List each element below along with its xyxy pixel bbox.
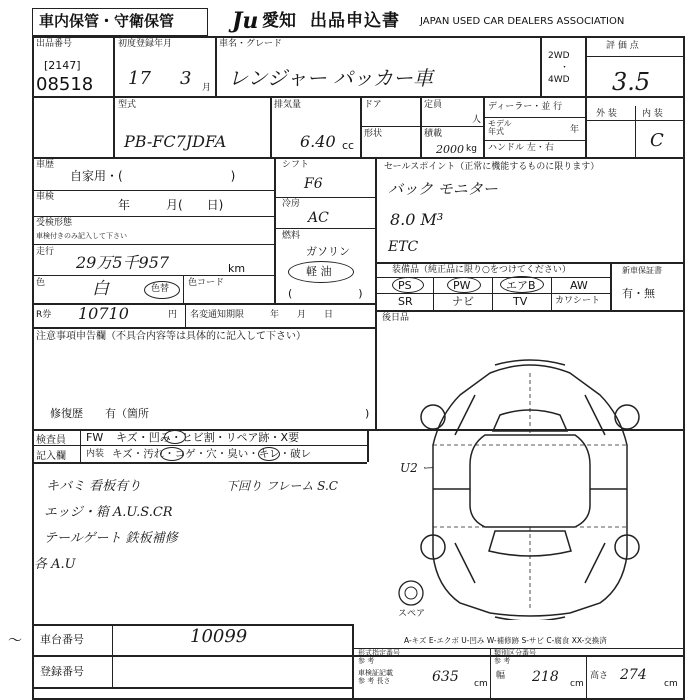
defect-dent-circle	[164, 430, 186, 444]
storage-box	[32, 8, 208, 36]
load-label: 積載	[424, 129, 443, 139]
inspection-label: 車検	[36, 192, 55, 202]
note1: キバミ 看板有り	[46, 479, 142, 494]
rating-label: 評 価 点	[606, 41, 639, 51]
equip-airbag: エアB	[506, 279, 536, 292]
ac-value: AC	[308, 210, 329, 226]
notice-value: 年 月 日	[270, 310, 334, 320]
drive-2wd: 2WD	[548, 51, 570, 61]
drive-4wd: 4WD	[548, 75, 570, 85]
reg-number-label: 登録番号	[40, 665, 84, 678]
rating-value: 3.5	[612, 68, 651, 96]
repair-label: 修復歴 有（箇所	[50, 407, 149, 420]
shape-label: 形状	[364, 129, 383, 139]
width-unit: cm	[570, 679, 584, 689]
fuel-gas: ガソリン	[306, 245, 350, 258]
color-value: 白	[92, 279, 109, 299]
backseat-label: 後日品	[382, 313, 410, 323]
fuel-diesel: 軽 油	[306, 265, 332, 278]
modified-label: 受検形態	[36, 218, 73, 228]
spare-tire-icon	[396, 578, 426, 608]
assoc-name: JAPAN USED CAR DEALERS ASSOCIATION	[420, 16, 625, 27]
length-label: 車検証記載 参 考 長さ	[358, 669, 393, 685]
door-label: ドア	[364, 100, 382, 110]
equip-pw: PW	[453, 279, 471, 292]
capacity-unit: 人	[472, 115, 482, 125]
defect-dirt-circle	[160, 447, 184, 461]
storage-label: 車内保管・守衛保管	[39, 12, 175, 30]
height-label: 高さ	[590, 671, 609, 681]
fuel-label: 燃料	[282, 231, 301, 241]
width-label: 幅	[496, 671, 506, 681]
mileage-value: 29万5千957	[76, 253, 170, 272]
year-unit: 年	[570, 125, 580, 135]
inspector-interior-label: 内装	[86, 449, 105, 459]
logo-mark: Ju	[232, 8, 259, 34]
exterior-label: 外 装	[596, 109, 617, 119]
steering-label: ハンドル 左・右	[488, 143, 554, 153]
model-value: PB-FC7JDFA	[124, 132, 227, 151]
first-reg-label: 初度登録年月	[118, 39, 173, 49]
chassis-value: 10099	[190, 626, 248, 647]
spare-label: スペア	[398, 609, 426, 619]
model-label: 型式	[118, 100, 137, 110]
length-value: 635	[432, 669, 459, 685]
notes-label: 注意事項申告欄（不具合内容等は具体的に記入して下さい）	[36, 331, 306, 342]
dealer-label: ディーラー・並 行	[488, 102, 563, 112]
reg-year: 17	[128, 68, 151, 89]
color-option: 色替	[151, 284, 170, 294]
note4: テールゲート 鉄板補修	[44, 531, 178, 546]
legend: A-キズ E-エクボ U-凹み W-補修跡 S-サビ C-腐食 XX-交換済	[404, 636, 607, 645]
capacity-label: 定員	[424, 100, 443, 110]
fuel-bracket: ( )	[288, 287, 363, 300]
ac-label: 冷房	[282, 199, 301, 209]
month-unit: 月	[202, 83, 212, 93]
defects-row1: キズ・凹み・ヒビ割・リペア跡・X要	[116, 431, 300, 444]
color-code-label: 色コード	[188, 278, 225, 288]
shift-label: シフト	[282, 160, 310, 170]
history-value: 自家用・( )	[70, 169, 236, 183]
color-label: 色	[36, 278, 46, 288]
equipment-label: 装備品（純正品に限り○をつけてください）	[392, 265, 571, 275]
org-name: 愛知	[262, 11, 296, 31]
defects-row2: キズ・汚れ・コゲ・穴・臭い・キレ・破レ	[112, 448, 312, 460]
inspector-fw: FW	[86, 431, 104, 444]
disp-value: 6.40	[300, 132, 336, 151]
recycle-label: R券	[36, 310, 52, 320]
new-warranty-label: 新車保証書	[622, 266, 662, 275]
sales-line1: バック モニター	[388, 180, 498, 198]
history-label: 車歴	[36, 160, 55, 170]
car-name: レンジャー パッカー車	[228, 66, 433, 90]
lot-number: 08518	[36, 74, 94, 95]
equip-ps: PS	[398, 279, 412, 292]
chassis-label: 車台番号	[40, 633, 84, 646]
height-unit: cm	[664, 679, 678, 689]
note3: エッジ・箱 A.U.S.CR	[44, 505, 173, 520]
drive-dot: ・	[560, 63, 570, 73]
equip-navi: ナビ	[452, 295, 474, 308]
mileage-label: 走行	[36, 247, 55, 257]
mileage-unit: km	[228, 262, 246, 275]
lot-label: 出品番号	[36, 39, 73, 49]
new-warranty-value: 有・無	[622, 287, 655, 300]
recycle-unit: 円	[168, 310, 178, 320]
note5: 各 A.U	[34, 557, 76, 572]
equip-seat: カワシート	[555, 296, 601, 306]
disp-label: 排気量	[274, 100, 302, 110]
repair-close: )	[365, 407, 370, 420]
doc-title: 出品申込書	[310, 11, 400, 31]
interior-grade: C	[650, 130, 664, 151]
sales-line3: ETC	[388, 239, 419, 255]
sales-label: セールスポイント（正常に機能するものに限ります）	[384, 162, 600, 172]
modified-sub: 車検付きのみ記入して下さい	[36, 232, 127, 240]
note2: 下回り フレーム S.C	[226, 479, 338, 493]
load-value: 2000	[436, 143, 464, 156]
equip-tv: TV	[513, 295, 528, 308]
car-diagram	[395, 355, 665, 620]
bottom-left-mark: ～	[8, 633, 22, 649]
equip-sr: SR	[398, 295, 413, 308]
category-label: 類別区分番号 参 考	[494, 649, 536, 665]
recycle-value: 10710	[78, 304, 129, 323]
interior-label: 内 装	[642, 109, 663, 119]
model-year-label: モデル 年式	[488, 119, 512, 137]
defect-smell-circle	[258, 447, 280, 461]
reg-month: 3	[180, 68, 192, 89]
inspector-label: 検査員 記入欄	[36, 435, 66, 462]
notice-label: 名変通知期限	[190, 310, 245, 320]
inspection-value: 年 月( 日)	[118, 198, 224, 212]
width-value: 218	[532, 669, 559, 685]
name-label: 車名・グレード	[219, 39, 283, 49]
disp-unit: cc	[342, 139, 355, 152]
equip-aw: AW	[570, 279, 588, 292]
lot-sub: [2147]	[44, 59, 81, 72]
form-label: 形式指定番号 参 考	[358, 649, 400, 665]
height-value: 274	[620, 667, 647, 683]
shift-value: F6	[304, 176, 323, 192]
length-unit: cm	[474, 679, 488, 689]
load-unit: kg	[466, 144, 477, 154]
sales-line2: 8.0 M³	[390, 210, 444, 229]
diagram-note: U2 ー	[400, 461, 434, 475]
